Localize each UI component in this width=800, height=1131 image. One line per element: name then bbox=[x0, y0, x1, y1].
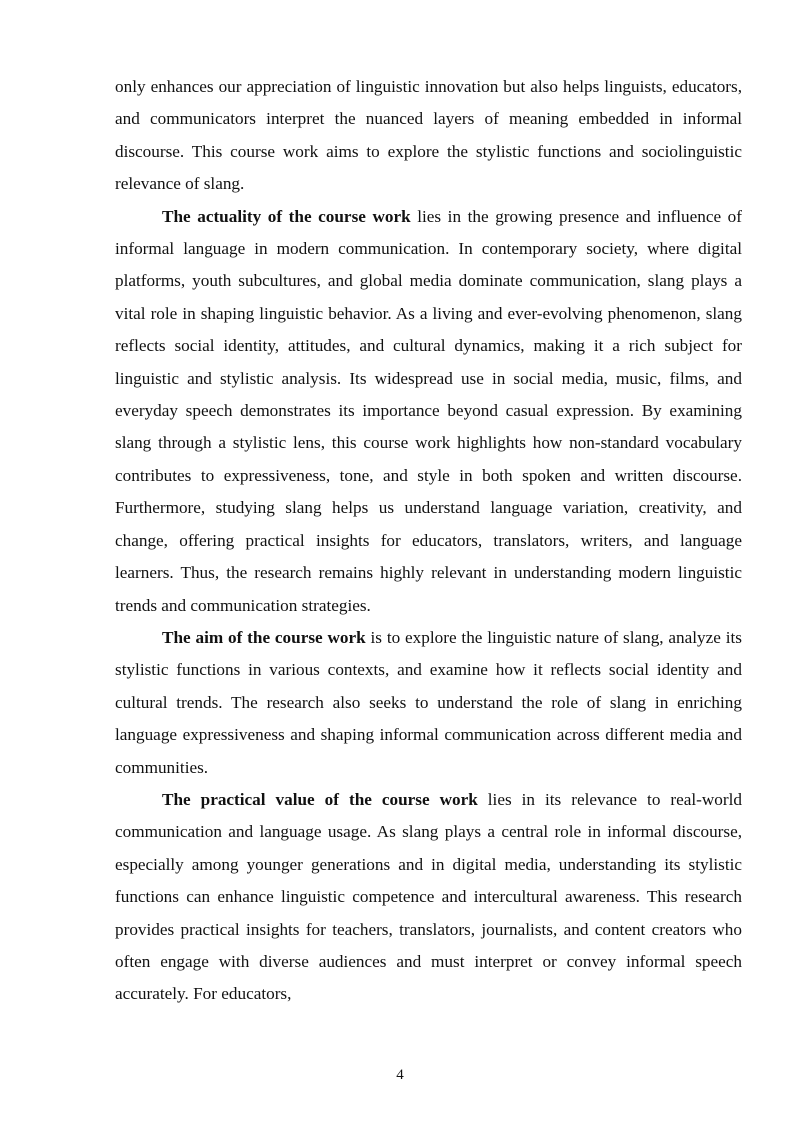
paragraph-text: only enhances our appreciation of linguistic innovation but also helps linguists, educators, and communicators interpret the nuanced layers of meaning embedded in informal discourse. This course work aims to explore the stylistic functions and sociolinguistic relevance of slang. bbox=[115, 77, 742, 194]
page-body bbox=[115, 71, 742, 1011]
paragraph-actuality bbox=[115, 201, 742, 622]
paragraph-lead-actuality: The actuality of the course work bbox=[162, 206, 411, 226]
paragraph-lead-aim: The aim of the course work bbox=[162, 627, 366, 647]
page-number: 4 bbox=[396, 1067, 404, 1083]
paragraph-text: lies in its relevance to real-world communication and language usage. As slang plays a central role in informal discourse, especially among younger generations and in digital media, understanding its stylistic functions can enhance linguistic competence and intercultural awareness. This research provides practical insights for teachers, translators, journalists, and content creators who often engage with diverse audiences and must interpret or convey informal speech accurately. For educators, bbox=[115, 789, 742, 1004]
paragraph-aim bbox=[115, 622, 742, 784]
paragraph-text: lies in the growing presence and influence of informal language in modern communication. In contemporary society, where digital platforms, youth subcultures, and global media dominate communication, slang plays a vital role in shaping linguistic behavior. As a living and ever-evolving phenomenon, slang reflects social identity, attitudes, and cultural dynamics, making it a rich subject for linguistic and stylistic analysis. Its widespread use in social media, music, films, and everyday speech demonstrates its importance beyond casual expression. By examining slang through a stylistic lens, this course work highlights how non-standard vocabulary contributes to expressiveness, tone, and style in both spoken and written discourse. Furthermore, studying slang helps us understand language variation, creativity, and change, offering practical insights for educators, translators, writers, and language learners. Thus, the research remains highly relevant in understanding modern linguistic trends and communication strategies. bbox=[115, 206, 742, 615]
paragraph-lead-practical-value: The practical value of the course work bbox=[162, 789, 478, 809]
paragraph-text: is to explore the linguistic nature of slang, analyze its stylistic functions in various contexts, and examine how it reflects social identity and cultural trends. The research also seeks to understand the role of slang in enriching language expressiveness and shaping informal communication across different media and communities. bbox=[115, 627, 742, 777]
paragraph-practical-value bbox=[115, 784, 742, 1011]
paragraph-continuation bbox=[115, 71, 742, 201]
